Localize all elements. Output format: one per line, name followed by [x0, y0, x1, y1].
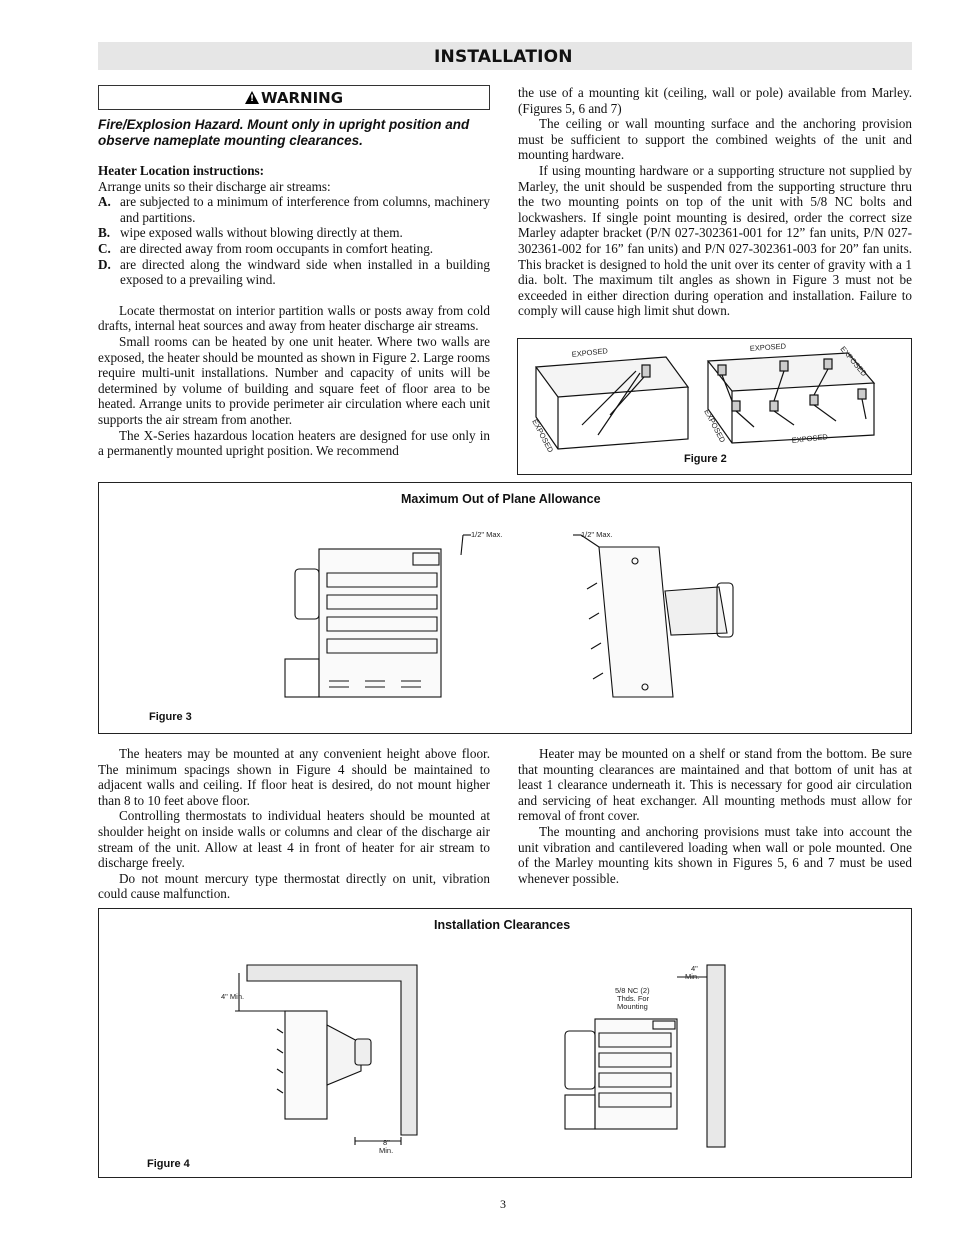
lower-left-column [98, 746, 490, 902]
figure-4-drawing [99, 909, 910, 1176]
paragraph: If using mounting hardware or a supporting structure not supplied by Marley, the unit should be suspended from the supporting structure thru the two mounting points on top of the unit with 5/8 NC bolts and lockwashers. If single point mounting is desired, order the correct size Marley adapter bracket (P/N 027-302361-001 for 12” fan units, P/N 027-302361-002 for 16” fan units) and P/N 027-302361-003 for 20” fan units. This bracket is designed to hold the unit over its center of gravity with a 1 dia. bolt. The maximum tilt angles as shown in Figure 3 must not be exceeded in either direction during operation and installation. Failure to comply will cause high limit shut down. [518, 162, 912, 319]
lower-right-column [518, 746, 912, 886]
mounting-note: Mounting [617, 1002, 648, 1011]
paragraph: The mounting and anchoring provisions must take into account the unit vibration and cantilevered loading when wall or pole mounted. One of the Marley mounting kits shown in Figures 5, 6 and 7 must be used whenever possible. [518, 823, 912, 886]
exposed-label: EXPOSED [530, 417, 556, 454]
warning-label: WARNING [260, 89, 344, 107]
warning-box [98, 85, 490, 110]
paragraph: Locate thermostat on interior partition walls or posts away from cold drafts, internal heat sources and away from heater discharge air streams. [98, 302, 490, 334]
figure-2 [517, 338, 912, 475]
list-item: A. are subjected to a minimum of interference from columns, machinery and partitions. [98, 194, 490, 225]
paragraph: Heater may be mounted on a shelf or stand from the bottom. Be sure that mounting clearances are maintained and that bottom of unit has at least 1 clearance underneath it. This is necessary for good air circulation and servicing of heat exchanger. All mounting methods must allow for removal of front cover. [518, 746, 912, 824]
paragraph: The ceiling or wall mounting surface and the anchoring provision must be sufficient to support the combined weights of the unit and mounting hardware. [518, 116, 912, 163]
exposed-label: EXPOSED [571, 346, 609, 359]
clearance-label: Min. [379, 1146, 394, 1155]
paragraph: The heaters may be mounted at any convenient height above floor. The minimum spacings shown in Figure 4 should be maintained to adjacent walls and ceiling. If floor heat is desired, do not mount higher than 8 to 10 feet above floor. [98, 746, 490, 808]
list-item: C. are directed away from room occupants in comfort heating. [98, 240, 434, 256]
clearance-label: 4" [691, 964, 698, 973]
exposed-label: EXPOSED [838, 344, 869, 379]
mounting-note: 5/8 NC (2) [615, 986, 650, 995]
left-column [98, 163, 490, 459]
max-label: 1/2" Max. [581, 530, 613, 539]
paragraph: Controlling thermostats to individual heaters should be mounted at shoulder height on inside walls or columns and clear of the discharge air stream of the unit. Allow at least 4 in front of heater for air stream to discharge freely. [98, 808, 490, 871]
exposed-label: EXPOSED [791, 432, 829, 445]
figure-3 [98, 482, 912, 734]
figure-4-label: Figure 4 [147, 1158, 190, 1170]
section-title: INSTALLATION [434, 47, 573, 67]
clearance-label: Min. [685, 972, 700, 981]
mounting-note: Thds. For [617, 994, 650, 1003]
figure-4 [98, 908, 912, 1178]
list-item: D. are directed along the windward side when installed in a building exposed to a prevailing wind. [98, 256, 490, 288]
clearance-label: 4" Min. [221, 992, 245, 1001]
section-banner [98, 42, 912, 70]
max-label: 1/2" Max. [471, 530, 503, 539]
page-number: 3 [500, 1197, 506, 1211]
list-item: B. wipe exposed walls without blowing directly at them. [98, 225, 403, 241]
figure-3-title: Maximum Out of Plane Allowance [401, 492, 601, 506]
paragraph: The X-Series hazardous location heaters are designed for use only in a permanently mounted upright position. We recommend [98, 427, 490, 459]
exposed-label: EXPOSED [702, 407, 728, 444]
exposed-label: EXPOSED [749, 341, 787, 353]
figure-4-title: Installation Clearances [434, 918, 571, 932]
paragraph: Do not mount mercury type thermostat directly on unit, vibration could cause malfunction. [98, 870, 490, 902]
figure-3-drawing [99, 483, 910, 732]
right-column [518, 85, 912, 319]
paragraph: the use of a mounting kit (ceiling, wall or pole) available from Marley. (Figures 5, 6 and 7) [518, 85, 912, 116]
warning-triangle-icon: ! [245, 91, 259, 104]
figure-2-label: Figure 2 [684, 453, 727, 465]
location-heading: Heater Location instructions: [98, 163, 265, 178]
clearance-label: 8" [383, 1138, 390, 1147]
paragraph: Small rooms can be heated by one unit heater. Where two walls are exposed, the heater should be mounted as shown in Figure 2. Large rooms require multi-unit installations. Number and capacity of units will be determined by volume of building and square feet of floor area to be heated. Arrange units to provide perimeter air circulation where each unit supports the air stream from another. [98, 333, 490, 427]
location-intro: Arrange units so their discharge air streams: [98, 178, 331, 194]
hazard-statement: Fire/Explosion Hazard. Mount only in upright position and observe nameplate mounting clearances. [98, 117, 470, 148]
figure-3-label: Figure 3 [149, 711, 192, 723]
